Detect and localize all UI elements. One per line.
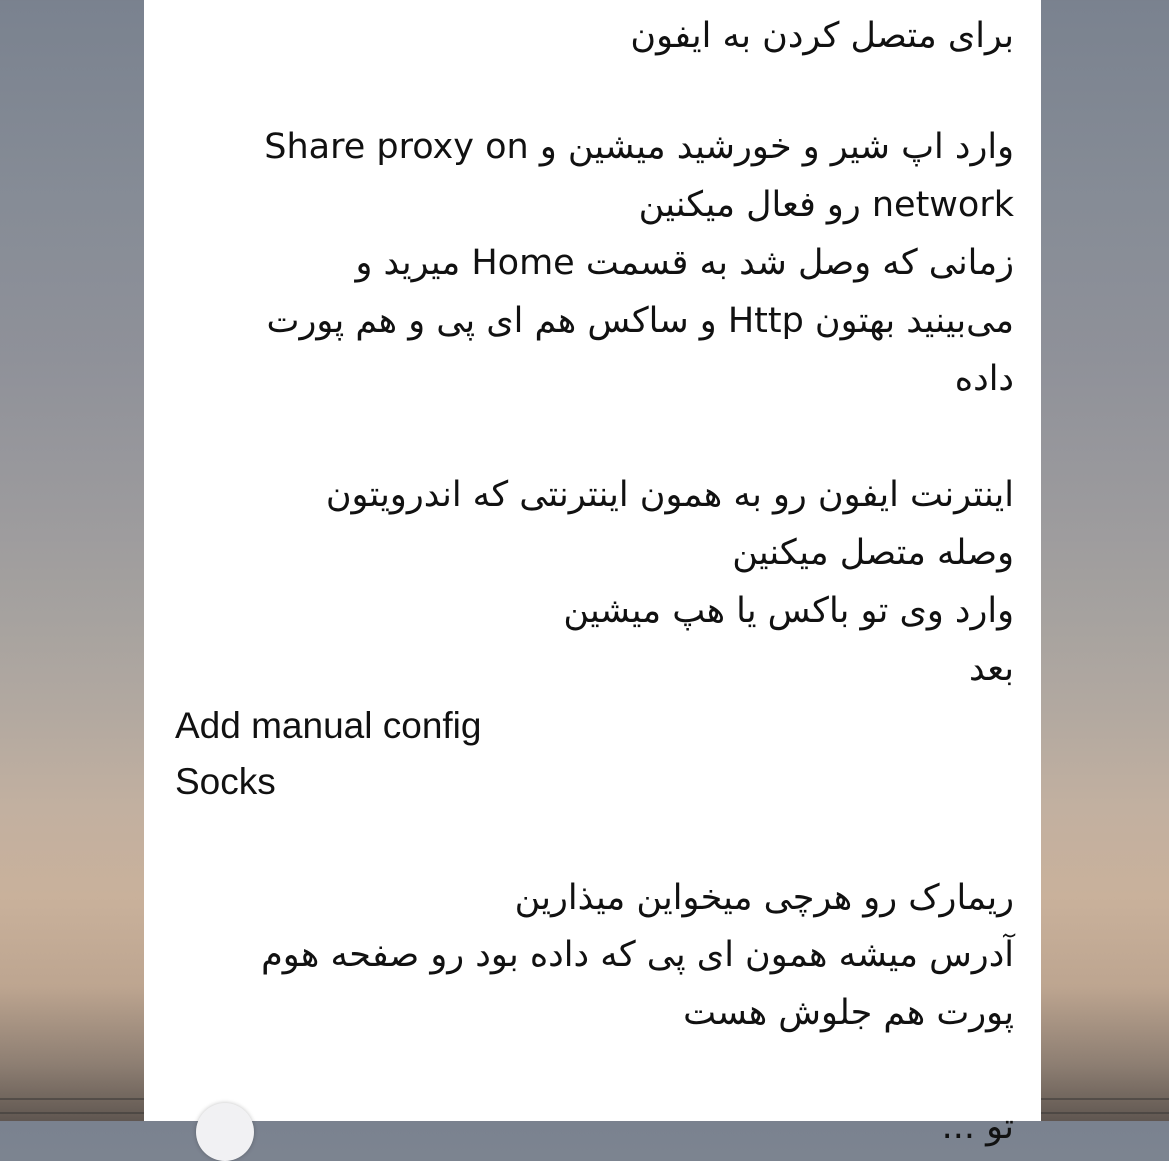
message-line: اینترنت ایفون رو به همون اینترنتی که اندرویتون	[325, 475, 1014, 515]
message-line: Add manual config	[175, 705, 482, 746]
message-line: زمانی که وصل شد به قسمت Home میرید و	[355, 243, 1014, 283]
message-line: network رو فعال میکنین	[638, 185, 1014, 225]
message-line: تو ...	[941, 1107, 1014, 1147]
message-line: وارد اپ شیر و خورشید میشین و Share proxy on	[264, 127, 1014, 167]
message-line: وصله متصل میکنین	[732, 533, 1014, 573]
message-line: پورت هم جلوش هست	[683, 993, 1014, 1033]
message-bubble[interactable]	[144, 0, 1041, 1147]
message-line: Socks	[175, 761, 276, 802]
message-line: برای متصل کردن به ایفون	[630, 16, 1014, 56]
message-line: بعد	[969, 649, 1014, 689]
scroll-down-button[interactable]	[196, 1103, 254, 1161]
message-line: می‌بینید بهتون Http و ساکس هم ای پی و هم پورت	[266, 301, 1014, 341]
message-line: ریمارک رو هرچی میخواین میذارین	[514, 878, 1014, 918]
message-line: وارد وی تو باکس یا هپ میشین	[563, 591, 1014, 631]
message-line: داده	[954, 359, 1014, 399]
message-line: آدرس میشه همون ای پی که داده بود رو صفحه هوم	[261, 935, 1014, 975]
